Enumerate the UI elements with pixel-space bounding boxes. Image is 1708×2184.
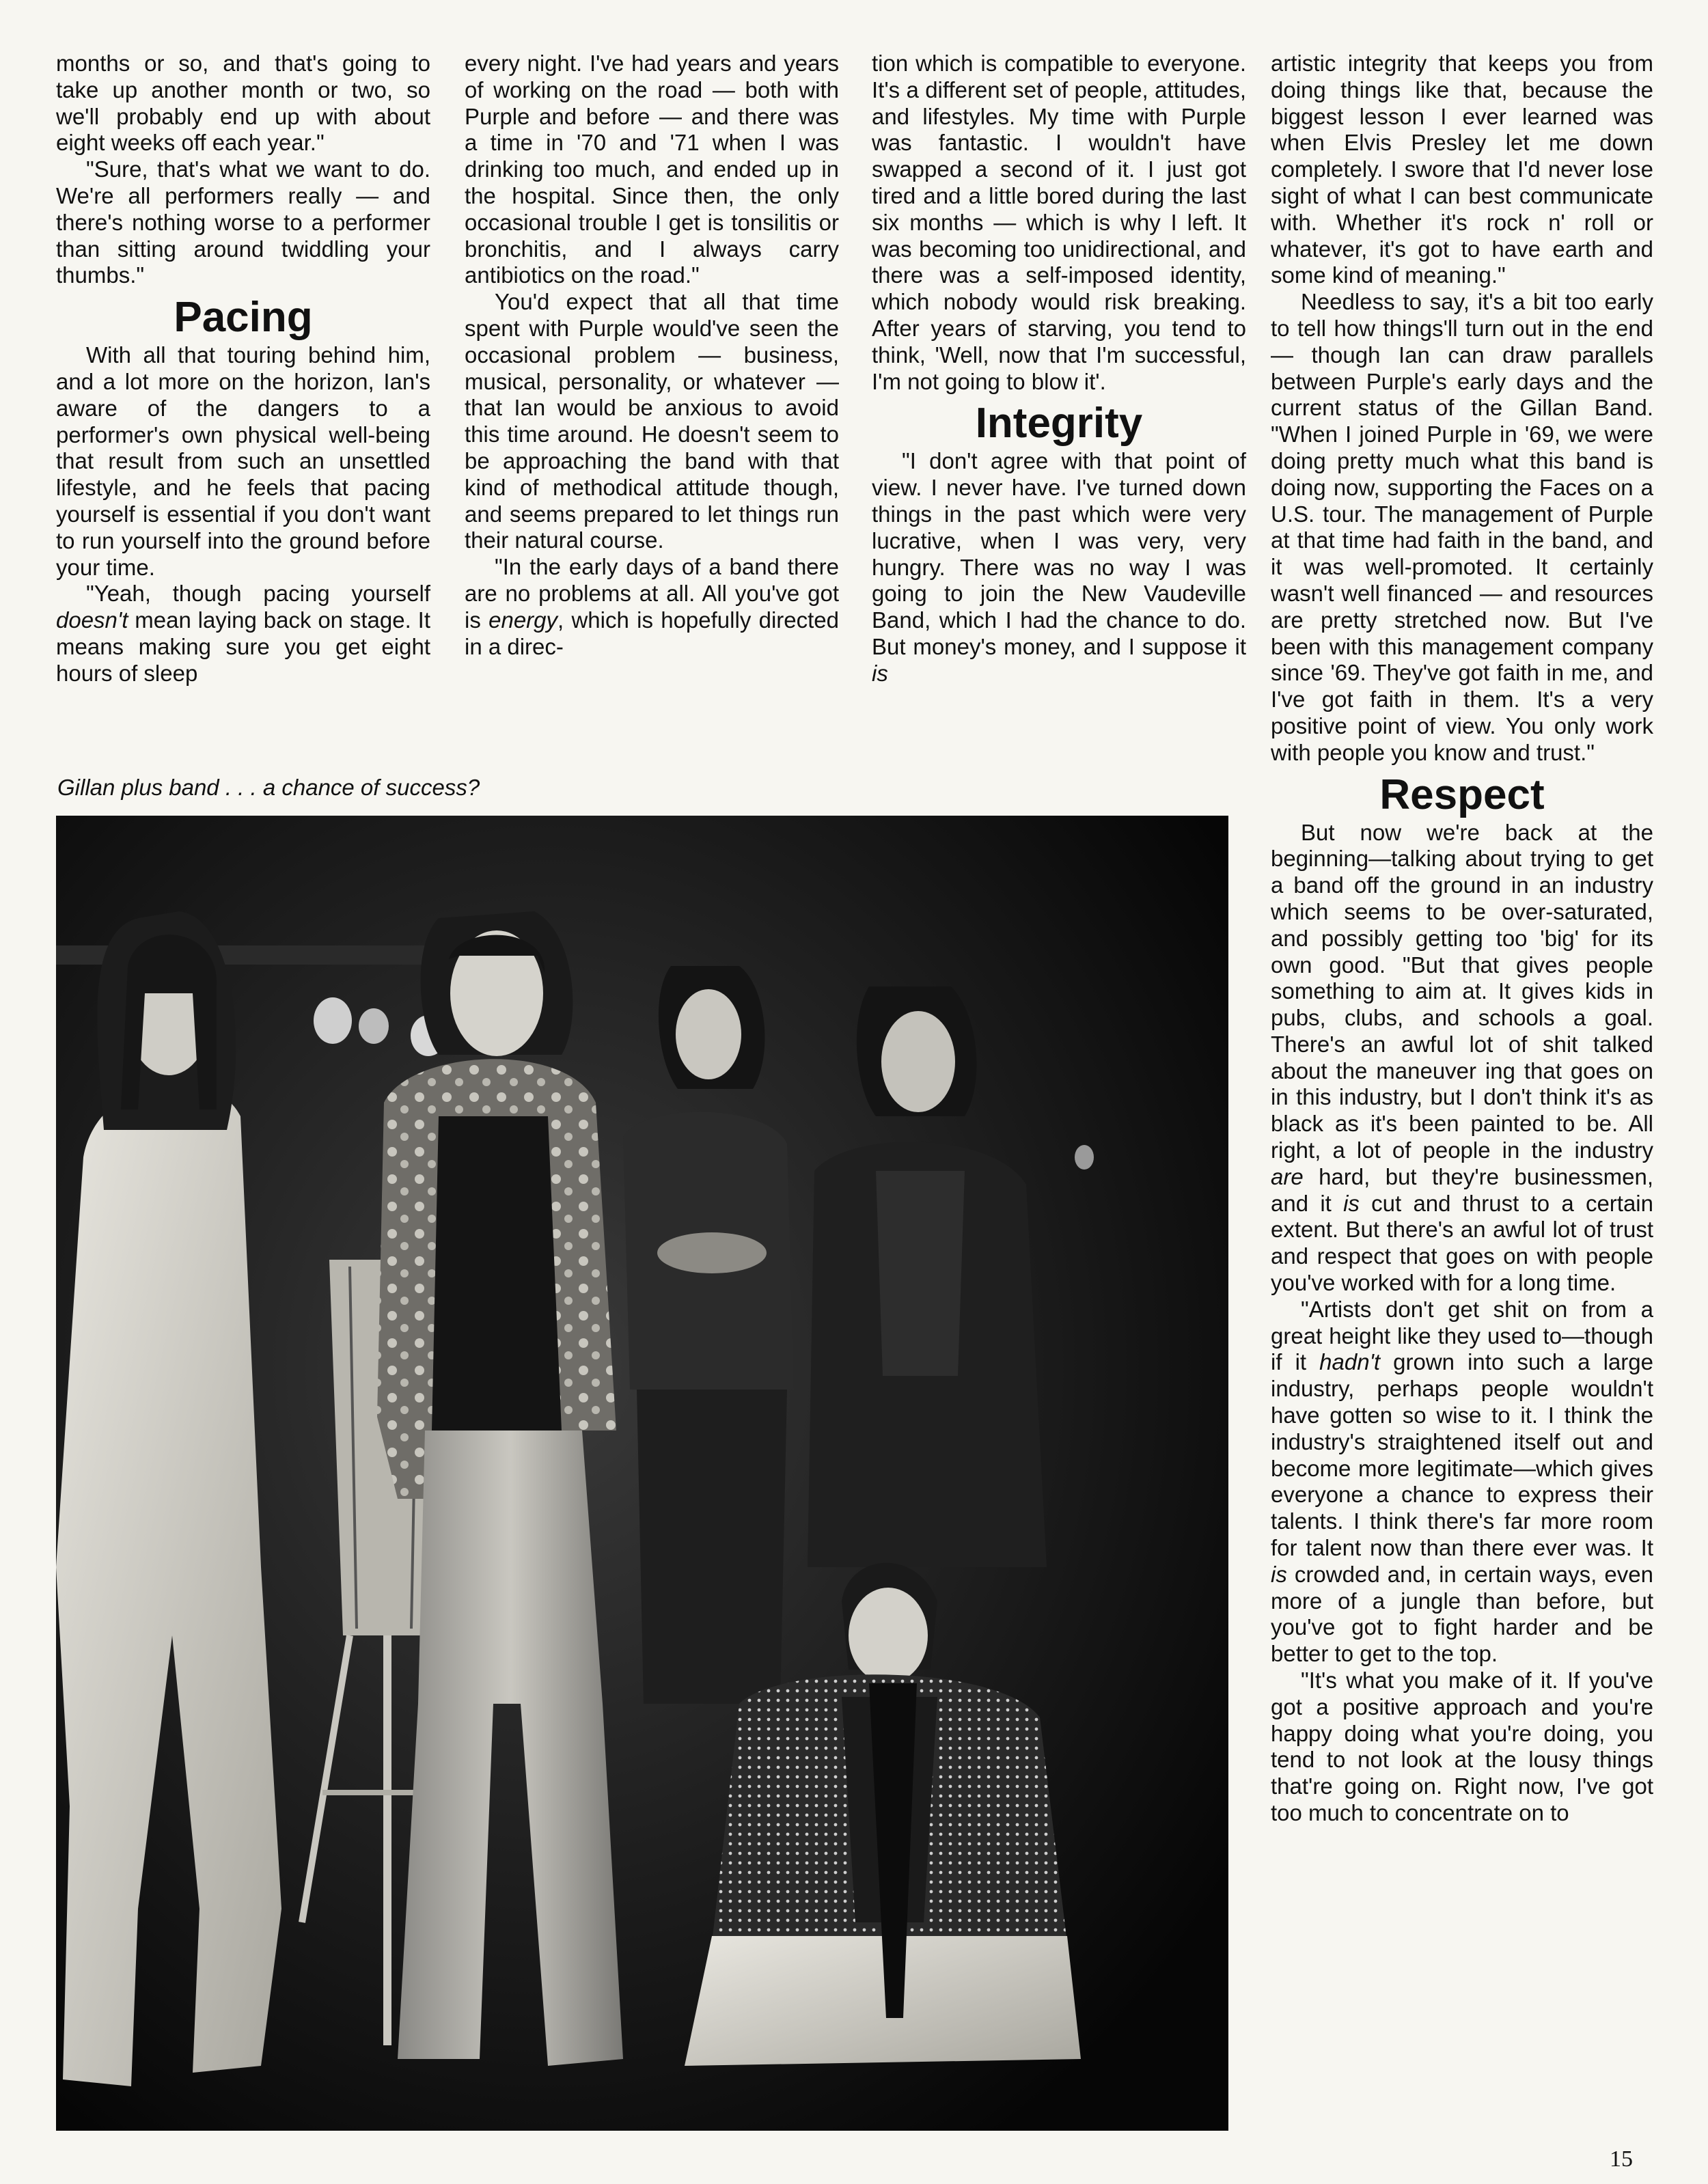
text-run: "Yeah, though pacing yourself bbox=[86, 581, 430, 607]
page-number: 15 bbox=[1610, 2146, 1633, 2172]
paragraph: "It's what you make of it. If you've got a positive approach and you're happy doing what you're doing, you tend to not look at the lousy things that're going on. Right now, I've got too much to concentrate on to bbox=[1271, 1668, 1653, 1825]
text-run: crowded and, in certain ways, even more of a jungle than before, but you've got to fight harder and be better to get to the top. bbox=[1271, 1561, 1653, 1667]
paragraph bbox=[1271, 820, 1653, 1297]
paragraph: "Sure, that's what we want to do. We're all performers really — and there's nothing worse to a performer than sitting around twiddling your thumbs." bbox=[56, 156, 430, 288]
paragraph: You'd expect that all that time spent with Purple would've seen the occasional problem — business, musical, personality, or whatever — that Ian would be anxious to avoid this time around. He doesn't seem to be approaching the band with that kind of methodical attitude though, and seems prepared to let things run their natural course. bbox=[465, 289, 839, 553]
article-column-2 bbox=[465, 51, 839, 660]
emphasis: doesn't bbox=[56, 607, 128, 633]
section-heading-integrity: Integrity bbox=[975, 400, 1143, 447]
emphasis: is bbox=[872, 660, 888, 686]
paragraph bbox=[1271, 1297, 1653, 1668]
paragraph: artistic integrity that keeps you from doing things like that, because the biggest lesson I ever learned was when Elvis Presley let me down completely. I swore that I'd never lose sight of what I can best communicate with. Whether it's rock n' roll or whatever, it's got to have earth and some kind of meaning." bbox=[1271, 51, 1653, 288]
section-heading-pacing: Pacing bbox=[174, 294, 313, 342]
article-column-1 bbox=[56, 51, 430, 687]
text-run: , which is hopefully directed in a direc- bbox=[465, 607, 839, 659]
emphasis: is bbox=[1271, 1561, 1287, 1587]
photo-caption: Gillan plus band . . . a chance of success? bbox=[57, 775, 480, 800]
emphasis: is bbox=[1343, 1190, 1360, 1216]
text-run: "Artists don't get shit on from a great height like they used to—though if it bbox=[1271, 1296, 1653, 1375]
paragraph bbox=[872, 448, 1246, 687]
text-run: "In the early days of a band there are no problems at all. All you've got is bbox=[465, 554, 839, 633]
band-photo-illustration bbox=[56, 816, 1228, 2131]
paragraph: tion which is compatible to everyone. It's a different set of people, attitudes, and lifestyles. My time with Purple was fantastic. I wouldn't have swapped a second of it. I just got tired and a little bored during the last six months — which is why I left. It was becoming too unidirectional, and there was a self-imposed identity, which nobody would risk breaking. After years of starving, you tend to think, 'Well, now that I'm successful, I'm not going to blow it'. bbox=[872, 51, 1246, 394]
emphasis: are bbox=[1271, 1163, 1304, 1189]
paragraph: With all that touring behind him, and a lot more on the horizon, Ian's aware of the dangers to a performer's own physical well-being that result from such an unsettled lifestyle, and he feels that pacing yourself is essential if you don't want to run yourself into the ground before your time. bbox=[56, 342, 430, 580]
text-run: cut and thrust to a certain extent. But there's an awful lot of trust and respect that goes on with people you've worked with for a long time. bbox=[1271, 1190, 1653, 1296]
paragraph: months or so, and that's going to take up another month or two, so we'll probably end up with about eight weeks off each year." bbox=[56, 51, 430, 156]
text-run: grown into such a large industry, perhaps people wouldn't have gotten so wise to it. I think the industry's straightened itself out and become more legitimate—which gives everyone a chance to express their talents. I think there's far more room for talent now than there ever was. It bbox=[1271, 1349, 1653, 1561]
article-column-3 bbox=[872, 51, 1246, 687]
text-run: "I don't agree with that point of view. I never have. I've turned down things in the past which were very lucrative, when I was very, very hungry. There was no way I was going to join the New Vaudeville Band, which I had the chance to do. But money's money, and I suppose it bbox=[872, 448, 1246, 659]
text-run: mean laying back on stage. It means making sure you get eight hours of sleep bbox=[56, 607, 430, 686]
paragraph: Needless to say, it's a bit too early to tell how things'll turn out in the end — though Ian can draw parallels between Purple's early days and the current status of the Gillan Band. "When I joined Purple in '69, we were doing pretty much what this band is doing now, supporting the Faces on a U.S. tour. The management of Purple at that time had faith in the band, and it was well-promoted. It certainly wasn't well financed — and resources are pretty stretched now. But I've been with this management company since '69. They've got faith in me, and I've got faith in them. It's a very positive point of view. You only work with people you know and trust." bbox=[1271, 289, 1653, 765]
emphasis: energy bbox=[488, 607, 558, 633]
emphasis: hadn't bbox=[1319, 1349, 1381, 1375]
section-heading-respect: Respect bbox=[1379, 771, 1545, 818]
band-photo bbox=[56, 816, 1228, 2131]
paragraph bbox=[465, 554, 839, 660]
paragraph: every night. I've had years and years of working on the road — both with Purple and before — and there was a time in '70 and '71 when I was drinking too much, and ended up in the hospital. Since then, the only occasional trouble I get is tonsilitis or bronchitis, and I always carry antibiotics on the road." bbox=[465, 51, 839, 288]
text-run: hard, but they're businessmen, and it bbox=[1271, 1163, 1653, 1216]
text-run: But now we're back at the beginning—talking about trying to get a band off the ground in an industry which seems to be over-saturated, and possibly getting too 'big' for its own good. "But that gives people something to aim at. It gives kids in pubs, clubs, and schools a goal. There's an awful lot of shit talked about the maneuver ing that goes on in this industry, but I don't think it's as black as it's been painted to be. All right, a lot of people in the industry bbox=[1271, 819, 1653, 1163]
article-column-4 bbox=[1271, 51, 1653, 1827]
paragraph bbox=[56, 581, 430, 687]
